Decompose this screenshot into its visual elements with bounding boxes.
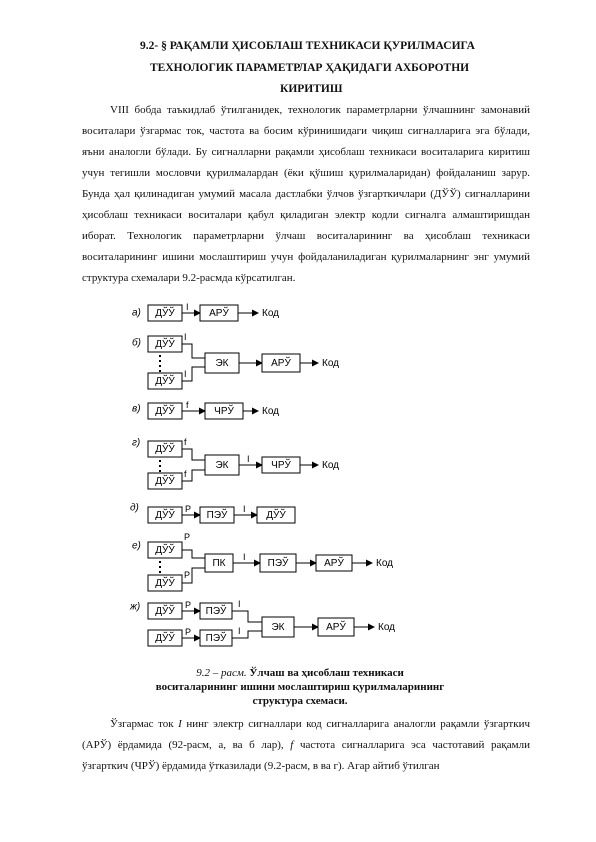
row-label-d: д) (130, 502, 139, 514)
code-output-label: Код (322, 460, 340, 472)
row-label-b: б) (132, 337, 141, 349)
dou-block-label: ДЎЎ (155, 308, 175, 320)
dou-block-label: ДЎЎ (155, 444, 175, 456)
signal-label-i: I (238, 626, 241, 636)
dou-block-label: ДЎЎ (155, 376, 175, 388)
caption-line-1 (100, 666, 500, 680)
caption-line-3: структура схемаси. (252, 695, 348, 707)
aru-block-label: АРЎ (324, 558, 344, 570)
peu-block-label: ПЭЎ (205, 606, 227, 618)
section-heading-line-3: КИРИТИШ (280, 83, 343, 95)
ek-block-label: ЭК (215, 358, 229, 370)
signal-label-i: I (184, 369, 187, 379)
signal-line (182, 449, 205, 460)
figure-caption (100, 666, 500, 708)
signal-line (232, 631, 262, 638)
signal-line (182, 344, 205, 358)
signal-label-f: f (186, 400, 189, 410)
aru-block-label: АРЎ (271, 358, 291, 370)
row-label-e: е) (132, 540, 141, 552)
caption-line-2: воситаларининг ишини мослаштириш қурилмаларининг (155, 681, 445, 693)
signal-line (232, 611, 262, 622)
ek-block-label: ЭК (215, 460, 229, 472)
peu-block-label: ПЭЎ (206, 510, 228, 522)
signal-line (182, 550, 205, 558)
current-symbol: I (178, 718, 182, 730)
dou-block-label: ДЎЎ (155, 510, 175, 522)
code-output-label: Код (378, 622, 396, 634)
code-output-label: Код (262, 406, 280, 418)
section-heading-line-2: ТЕХНОЛОГИК ПАРАМЕТРЛАР ҲАҚИДАГИ АХБОРОТНИ (150, 62, 470, 74)
row-label-a: а) (132, 307, 141, 319)
aru-block-label: АРЎ (209, 308, 229, 320)
signal-label-i: I (186, 302, 189, 312)
signal-label-p: P (185, 627, 192, 637)
signal-label-i: I (238, 599, 241, 609)
signal-label-p: P (184, 570, 191, 580)
signal-label-p: P (185, 504, 192, 514)
signal-label-i: I (243, 552, 246, 562)
dou-block-label: ДЎЎ (155, 633, 175, 645)
ek-block-label: ЭК (271, 622, 285, 634)
signal-label-i: I (247, 454, 250, 464)
code-output-label: Код (376, 558, 394, 570)
signal-label-f: f (184, 469, 187, 479)
dou-block-label: ДЎЎ (155, 606, 175, 618)
chru-block-label: ЧРЎ (214, 406, 234, 418)
row-label-g: г) (132, 437, 141, 449)
row-label-v: в) (132, 403, 141, 415)
signal-label-f: f (184, 437, 187, 447)
dou-block-label: ДЎЎ (266, 510, 286, 522)
pk-block-label: ПК (212, 558, 226, 570)
dou-block-label: ДЎЎ (155, 578, 175, 590)
intro-paragraph: VIII бобда таъкидлаб ўтилганидек, технологик параметрларни ўлчашнинг замонавий воситалари ўзгармас ток, частота ва босим кўринишидаги чиқиш сигналларига эга бўлади, яъни аналогли бўлади. Бу сигналларни рақамли ҳисоблаш техникаси воситаларига киритиш учун тегишли мословчи қурилмалардан (ёки қўшиш қурилмаларидан) фойдаланиш зарур. Бунда ҳал қилинадиган умумий масала дастлабки ўлчов ўзгарткичлари (ДЎЎ) сигналларини ҳисоблаш техникаси воситалари қабул қиладиган электр кодли сигналга алмаштиришдан иборат. Технологик параметрларни ўлчаш воситаларининг ва ҳисоблаш техникаси воситаларининг ишини мослаштириш учун фойдаланиладиган қурилмаларнинг энг умумий структура схемалари 9.2-расмда кўрсатилган. (82, 104, 530, 284)
caption-title: Ўлчаш ва ҳисоблаш техникаси (249, 667, 404, 679)
code-output-label: Код (322, 358, 340, 370)
dou-block-label: ДЎЎ (155, 339, 175, 351)
frequency-symbol: f (290, 739, 294, 751)
paragraph-text: частота сигналларига эса частотавий рақамли ўзгарткич (ЧРЎ) ёрдамида ўтказилади (9.2-расм, в ва г). Агар айтиб ўтилган (82, 739, 530, 772)
figure-number: 9.2 – расм. (196, 667, 247, 679)
chru-block-label: ЧРЎ (271, 460, 291, 472)
dou-block-label: ДЎЎ (155, 545, 175, 557)
paragraph-text: нинг электр сигналлари код сигналларига аналогли рақамли ўзгарткич (АРЎ) ёрдамида (92-расм, а, ва б лар), (82, 718, 530, 751)
dou-block-label: ДЎЎ (155, 406, 175, 418)
signal-label-i: I (184, 332, 187, 342)
peu-block-label: ПЭЎ (267, 558, 289, 570)
signal-label-p: P (184, 532, 191, 542)
signal-label-p: P (185, 600, 192, 610)
row-label-zh: ж) (130, 601, 141, 613)
section-heading-line-1: 9.2- § РАҚАМЛИ ҲИСОБЛАШ ТЕХНИКАСИ ҚУРИЛМАСИГА (140, 40, 475, 52)
aru-block-label: АРЎ (326, 622, 346, 634)
code-output-label: Код (262, 308, 280, 320)
peu-block-label: ПЭЎ (205, 633, 227, 645)
dou-block-label: ДЎЎ (155, 476, 175, 488)
conversion-paragraph (82, 714, 530, 777)
signal-label-i: I (243, 504, 246, 514)
structure-diagram (0, 300, 596, 660)
paragraph-text: Ўзгармас ток (110, 718, 179, 730)
